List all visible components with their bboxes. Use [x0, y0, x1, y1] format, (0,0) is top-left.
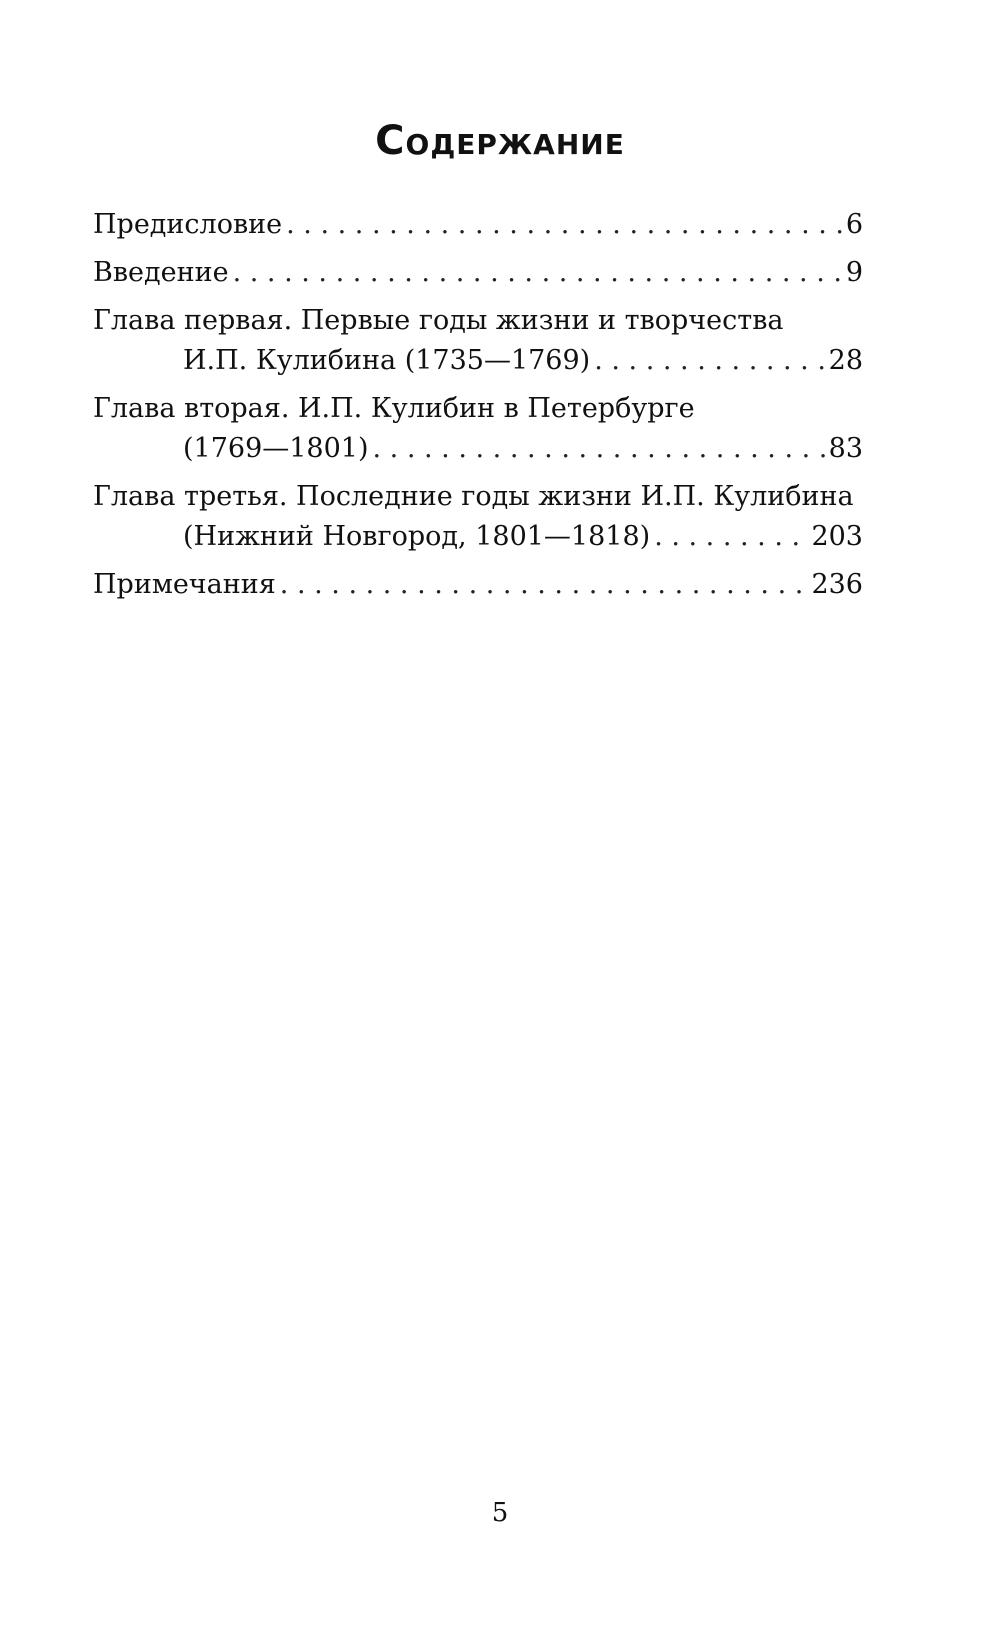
page-number: 5 [491, 1498, 509, 1528]
toc-line [93, 565, 863, 605]
dot-leader [373, 429, 825, 469]
toc-line [93, 389, 863, 429]
toc-entry-title: Глава третья. Последние годы жизни И.П. Кулибина [93, 481, 854, 512]
toc-entry-chapter-1 [93, 301, 863, 381]
dot-leader [280, 565, 808, 605]
page-title: Содержание [375, 118, 625, 164]
table-of-contents [93, 205, 863, 613]
toc-page-number: 28 [828, 345, 863, 376]
toc-entry-chapter-2 [93, 389, 863, 469]
toc-entry-title-continuation: (Нижний Новгород, 1801—1818) [183, 521, 651, 552]
toc-line-continuation [93, 341, 863, 381]
toc-page-number: 9 [845, 257, 863, 288]
toc-entry-preface [93, 205, 863, 245]
toc-entry-title: Глава вторая. И.П. Кулибин в Петербурге [93, 393, 695, 424]
toc-entry-title: Предисловие [93, 209, 283, 240]
toc-entry-title: Глава первая. Первые годы жизни и творчества [93, 305, 784, 336]
toc-entry-title: Введение [93, 257, 229, 288]
dot-leader [286, 205, 842, 245]
toc-line [93, 205, 863, 245]
dot-leader [594, 341, 824, 381]
toc-entry-introduction [93, 253, 863, 293]
dot-leader [233, 253, 842, 293]
dot-leader [654, 517, 807, 557]
toc-line [93, 253, 863, 293]
toc-page-number: 6 [845, 209, 863, 240]
toc-line-continuation [93, 429, 863, 469]
toc-entry-title-continuation: И.П. Кулибина (1735—1769) [183, 345, 591, 376]
toc-line [93, 301, 863, 341]
toc-entry-chapter-3 [93, 477, 863, 557]
toc-page-number: 83 [828, 433, 863, 464]
toc-line-continuation [93, 517, 863, 557]
toc-entry-title-continuation: (1769—1801) [183, 433, 369, 464]
toc-line [93, 477, 863, 517]
toc-entry-title: Примечания [93, 569, 276, 600]
toc-page-number: 236 [811, 569, 863, 600]
toc-page-number: 203 [811, 521, 863, 552]
toc-entry-notes [93, 565, 863, 605]
